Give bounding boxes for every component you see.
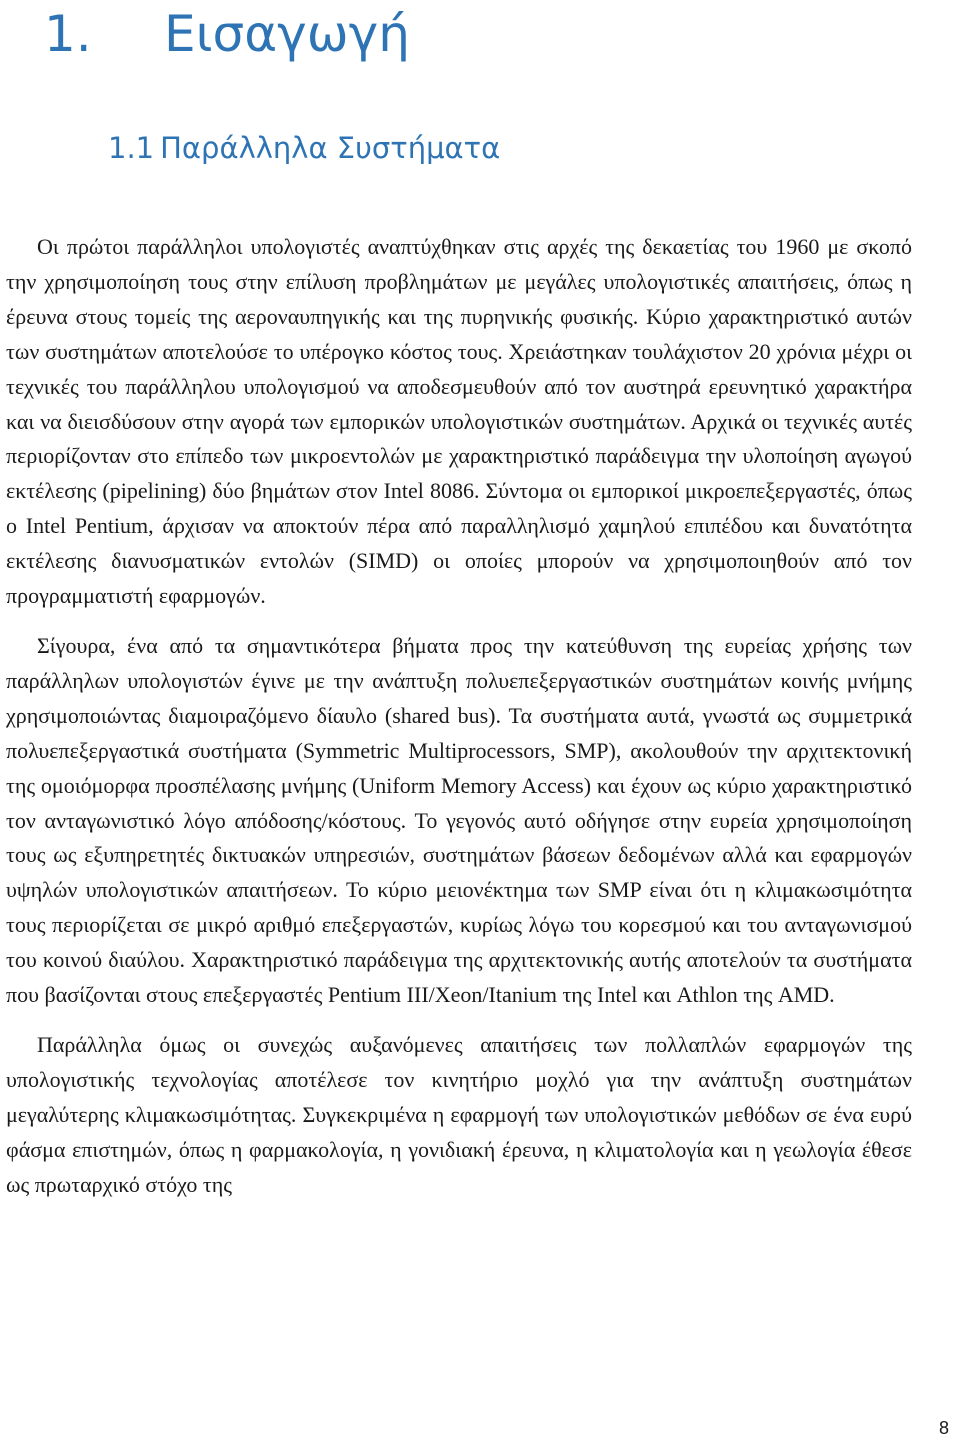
paragraph: Παράλληλα όμως οι συνεχώς αυξανόμενες απαιτήσεις των πολλαπλών εφαρμογών της υπολογιστικής τεχνολογίας αποτέλεσε τον κινητήριο μοχλό για την ανάπτυξη συστημάτων μεγαλύτερης κλιμακωσιμότητας. Συγκεκριμένα η εφαρμογή των υπολογιστικών μεθόδων σε ένα ευρύ φάσμα επιστημών, όπως η φαρμακολογία, η γονιδιακή έρευνα, η κλιματολογία και η γεωλογία έθεσε ως πρωταρχικό στόχο της <box>6 1031 912 1197</box>
chapter-number: 1. <box>44 5 92 63</box>
section-number: 1.1 <box>108 131 155 165</box>
section-heading <box>108 128 500 168</box>
paragraph: Σίγουρα, ένα από τα σημαντικότερα βήματα προς την κατεύθυνση της ευρείας χρήσης των παράλληλων υπολογιστών έγινε με την ανάπτυξη πολυεπεξεργαστικών συστημάτων κοινής μνήμης χρησιμοποιώντας διαμοιραζόμενο δίαυλο (shared bus). Τα συστήματα αυτά, γνωστά ως συμμετρικά πολυεπεξεργαστικά συστήματα (Symmetric Multiprocessors, SMP), ακολουθούν την αρχιτεκτονική της ομοιόμορφα προσπέλασης μνήμης (Uniform Memory Access) και έχουν ως κύριο χαρακτηριστικό τον ανταγωνιστικό λόγο απόδοσης/κόστους. Το γεγονός αυτό οδήγησε στην ευρεία χρησιμοποίηση τους ως εξυπηρετητές δικτυακών υπηρεσιών, συστημάτων βάσεων δεδομένων αλλά και εφαρμογών υψηλών υπολογιστικών απαιτήσεων. Το κύριο μειονέκτημα των SMP είναι ότι η κλιμακωσιμότητα τους περιορίζεται σε μικρό αριθμό επεξεργαστών, κυρίως λόγω του κορεσμού και του ανταγωνισμού του κοινού διαύλου. Χαρακτηριστικό παράδειγμα της αρχιτεκτονικής αυτής αποτελούν τα συστήματα που βασίζονται στους επεξεργαστές Pentium III/Xeon/Itanium της Intel και Athlon της AMD. <box>6 632 912 1008</box>
body-text <box>6 230 912 1202</box>
chapter-title: Εισαγωγή <box>164 5 410 63</box>
section-title: Παράλληλα Συστήματα <box>160 131 501 165</box>
paragraph: Οι πρώτοι παράλληλοι υπολογιστές αναπτύχθηκαν στις αρχές της δεκαετίας του 1960 με σκοπό την χρησιμοποίηση τους στην επίλυση προβλημάτων με μεγάλες υπολογιστικές απαιτήσεις, όπως η έρευνα στους τομείς της αεροναυπηγικής και της πυρηνικής φυσικής. Κύριο χαρακτηριστικό αυτών των συστημάτων αποτελούσε το υπέρογκο κόστος τους. Χρειάστηκαν τουλάχιστον 20 χρόνια μέχρι οι τεχνικές του παράλληλου υπολογισμού να αποδεσμευθούν από τον αυστηρά ερευνητικό χαρακτήρα και να διεισδύσουν στην αγορά των εμπορικών υπολογιστικών συστημάτων. Αρχικά οι τεχνικές αυτές περιορίζονταν στο επίπεδο των μικροεντολών με χαρακτηριστικό παράδειγμα την υλοποίηση αγωγού εκτέλεσης (pipelining) δύο βημάτων στον Intel 8086. Σύντομα οι εμπορικοί μικροεπεξεργαστές, όπως ο Intel Pentium, άρχισαν να αποκτούν πέρα από παραλληλισμό χαμηλού επιπέδου και δυνατότητα εκτέλεσης διανυσματικών εντολών (SIMD) οι οποίες μπορούν να χρησιμοποιηθούν από τον προγραμματιστή εφαρμογών. <box>6 234 912 609</box>
page-number: 8 <box>939 1418 950 1438</box>
chapter-heading <box>44 2 410 66</box>
